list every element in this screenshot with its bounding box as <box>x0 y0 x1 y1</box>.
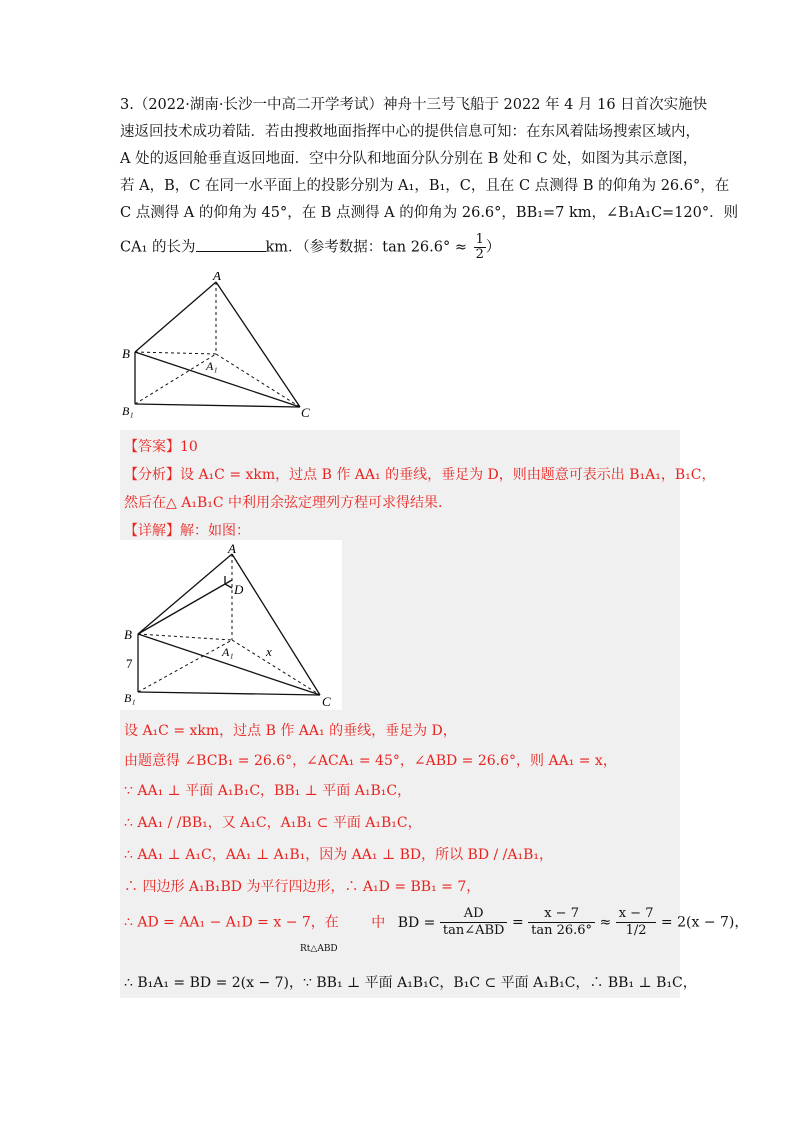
figure-1-pyramid <box>118 272 323 420</box>
figure-2-wrap <box>120 540 342 710</box>
fraction-ad-tan: AD tan∠ABD <box>440 906 508 939</box>
step-2: 由题意得 ∠BCB₁ = 26.6°，∠ACA₁ = 45°，∠ABD = 26.6°，则 AA₁ = x， <box>124 753 617 769</box>
detail-line: 【详解】解：如图： <box>124 523 250 539</box>
label-x: x <box>266 644 272 659</box>
step-5: ∴ AA₁ ⊥ A₁C，AA₁ ⊥ A₁B₁，因为 AA₁ ⊥ BD，所以 BD / /A₁B₁， <box>124 847 553 863</box>
label-A1: A₁ <box>222 645 234 659</box>
solution-block <box>120 430 749 998</box>
fraction-x7-tan: $\frac{x - 7}{\tan 26.6^\circ}$ <box>528 906 595 939</box>
label-A: A <box>213 272 221 283</box>
question-line-6-pre: CA₁ 的长为 <box>120 239 196 256</box>
step-1: 设 A₁C = xkm，过点 B 作 AA₁ 的垂线，垂足为 D， <box>124 723 457 739</box>
question-line-1: 3.（2022·湖南·长沙一中高二开学考试）神舟十三号飞船于 2022 年 4 月 16 日首次实施快 <box>120 97 708 113</box>
label-A1: A₁ <box>206 359 218 373</box>
question-line-6: CA₁ 的长为 km．（参考数据：tan 26.6° ≈ $\frac{1}{2}$ ） <box>120 232 501 262</box>
fraction-half: $\frac{1}{2}$ <box>475 232 484 262</box>
analysis-line-1: 【分析】设 A₁C = xkm，过点 B 作 AA₁ 的垂线，垂足为 D，则由题意可表示出 B₁A₁，B₁C， <box>124 467 716 483</box>
step-6: ∴ 四边形 A₁B₁BD 为平行四边形，∴ A₁D = BB₁ = 7， <box>124 879 481 895</box>
question-line-6-post: km．（参考数据：tan 26.6° ≈ <box>265 239 467 256</box>
step-4: ∴ AA₁ / /BB₁，又 A₁C，A₁B₁ ⊂ 平面 A₁B₁C， <box>124 815 422 831</box>
question <box>120 92 739 262</box>
label-C: C <box>301 405 310 420</box>
fraction-x7-half: $\frac{x - 7}{1/2}$ <box>616 906 657 939</box>
analysis-line-2: 然后在△ A₁B₁C 中利用余弦定理列方程可求得结果. <box>124 495 443 511</box>
step-7: ∴ AD = AA₁ − A₁D = x − 7，在 中 BD = AD tan∠ABD = $\frac{x - 7}{\tan 26.6^\circ}$ ≈ $\frac{x - 7}{1/2}$ = 2(x − 7)， <box>124 906 749 938</box>
rt-triangle-label: Rt△ABD <box>300 944 338 954</box>
label-B: B <box>122 346 130 361</box>
label-seven: 7 <box>126 656 133 671</box>
question-line-2: 速返回技术成功着陆．若由搜救地面指挥中心的提供信息可知：在东风着陆场搜索区域内， <box>120 124 700 140</box>
step-8: ∴ B₁A₁ = BD = 2(x − 7)，∵ BB₁ ⊥ 平面 A₁B₁C，B₁C ⊂ 平面 A₁B₁C，∴ BB₁ ⊥ B₁C， <box>124 975 697 991</box>
question-line-4: 若 A，B，C 在同一水平面上的投影分别为 A₁，B₁，C，且在 C 点测得 B 的仰角为 26.6°，在 <box>120 178 730 194</box>
step-3: ∵ AA₁ ⊥ 平面 A₁B₁C，BB₁ ⊥ 平面 A₁B₁C， <box>124 783 412 799</box>
question-line-3: A 处的返回舱垂直返回地面．空中分队和地面分队分别在 B 处和 C 处，如图为其示意图， <box>120 151 698 167</box>
label-A: A <box>228 541 236 556</box>
figure-2-pyramid <box>120 540 342 710</box>
answer-blank <box>196 237 266 252</box>
label-B1: B₁ <box>122 404 134 418</box>
label-C: C <box>322 694 331 709</box>
label-B: B <box>124 627 132 642</box>
question-line-5: C 点测得 A 的仰角为 45°，在 B 点测得 A 的仰角为 26.6°，BB₁=7 km，∠B₁A₁C=120°．则 <box>120 205 739 221</box>
label-B1: B₁ <box>124 691 136 705</box>
answer-line: 【答案】10 <box>124 439 198 455</box>
label-D: D <box>234 582 244 597</box>
